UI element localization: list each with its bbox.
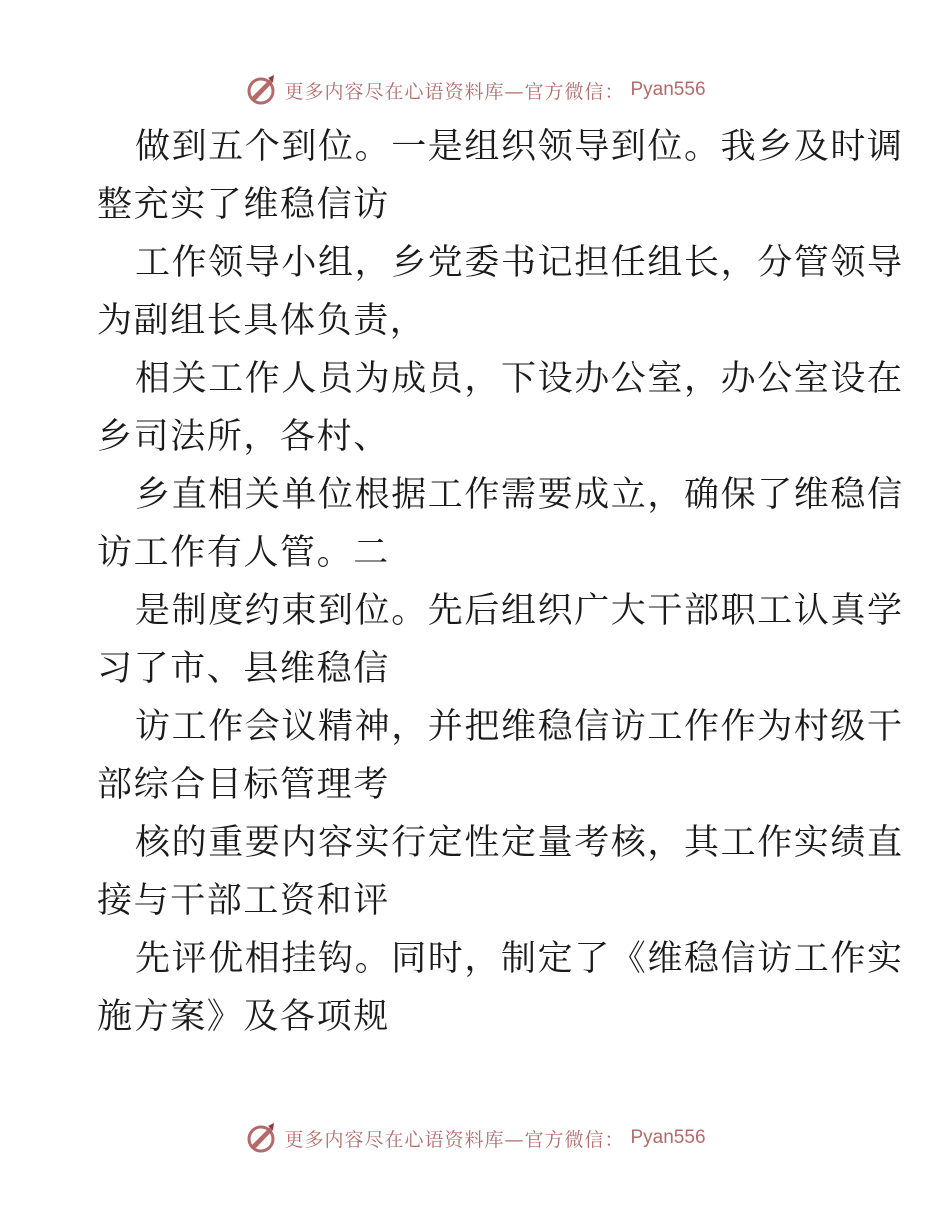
quill-pen-logo-icon (244, 1121, 278, 1155)
paragraph (97, 930, 904, 1046)
paragraph-line: 部综合目标管理考 (97, 765, 390, 805)
footer-text: 更多内容尽在心语资料库—官方微信： (284, 1128, 625, 1151)
header-wechat-id: Pyan556 (630, 79, 706, 100)
paragraph-line: 施方案》及各项规 (97, 997, 390, 1037)
quill-pen-logo-icon (244, 73, 278, 107)
header-text: 更多内容尽在心语资料库—官方微信： (284, 80, 625, 103)
paragraph-line: 乡司法所，各村、 (97, 417, 390, 457)
paragraph-line: 整充实了维稳信访 (97, 185, 390, 225)
document-body (97, 118, 904, 1046)
header-banner (0, 70, 950, 110)
paragraph-line: 先评优相挂钩。同时，制定了《维稳信访工作实 (135, 939, 904, 979)
paragraph-line: 工作领导小组，乡党委书记担任组长，分管领导 (135, 243, 904, 283)
paragraph (97, 466, 904, 582)
footer-wechat-id: Pyan556 (630, 1127, 706, 1148)
paragraph (97, 582, 904, 698)
paragraph-line: 访工作会议精神，并把维稳信访工作作为村级干 (135, 707, 904, 747)
paragraph (97, 814, 904, 930)
paragraph-line: 访工作有人管。二 (97, 533, 390, 573)
paragraph-line: 核的重要内容实行定性定量考核，其工作实绩直 (135, 823, 904, 863)
footer-banner (0, 1118, 950, 1158)
paragraph-line: 做到五个到位。一是组织领导到位。我乡及时调 (135, 127, 904, 167)
paragraph-line: 是制度约束到位。先后组织广大干部职工认真学 (135, 591, 904, 631)
paragraph-line: 接与干部工资和评 (97, 881, 390, 921)
paragraph (97, 118, 904, 234)
paragraph (97, 350, 904, 466)
paragraph-line: 为副组长具体负责， (97, 301, 427, 341)
paragraph-line: 相关工作人员为成员，下设办公室，办公室设在 (135, 359, 904, 399)
paragraph (97, 698, 904, 814)
paragraph-line: 乡直相关单位根据工作需要成立，确保了维稳信 (135, 475, 904, 515)
paragraph-line: 习了市、县维稳信 (97, 649, 390, 689)
paragraph (97, 234, 904, 350)
